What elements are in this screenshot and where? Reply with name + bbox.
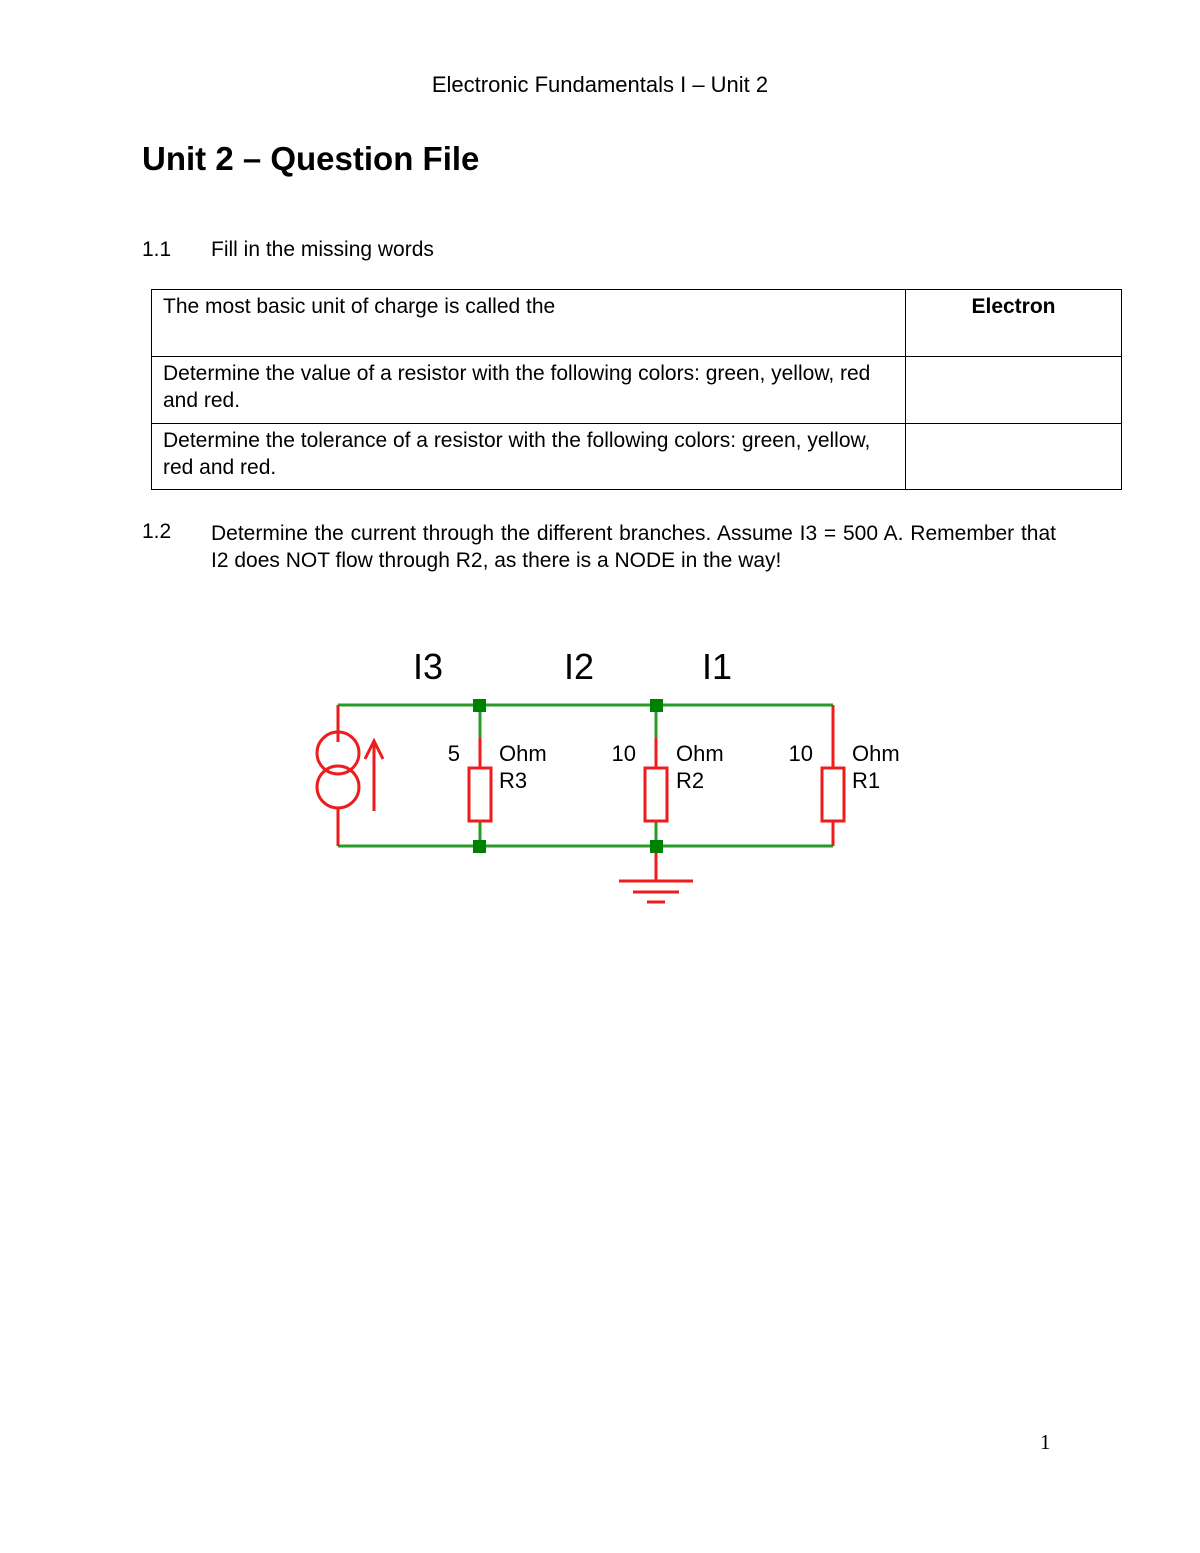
node-square [473,840,486,853]
resistor-name-r3: R3 [499,768,528,793]
page-number: 1 [1040,1430,1051,1454]
question-text: Determine the current through the different branches. Assume I3 = 500 A. Remember that I2 does NOT flow through R2, as there is a NODE in the way! [211,522,1056,572]
resistor-value-r1: 10 [788,741,813,766]
node-square [473,699,486,712]
resistor-r1-body [822,768,844,821]
resistor-value-r2: 10 [611,741,636,766]
table-answer-cell[interactable]: Electron [906,290,1122,357]
table-question-cell: The most basic unit of charge is called the [152,290,906,357]
current-source-lower-circle [317,766,359,808]
resistor-unit-r2: Ohm [676,741,724,766]
current-label-i2: I2 [563,646,595,687]
resistor-unit-r1: Ohm [852,741,900,766]
page-title: Unit 2 – Question File [142,140,480,177]
current-label-i1: I1 [701,646,733,687]
table-question-cell: Determine the tolerance of a resistor with the following colors: green, yellow, red and red. [152,424,906,490]
node-square [650,840,663,853]
resistor-value-r3: 5 [447,741,460,766]
resistor-r2-body [645,768,667,821]
table-question-cell: Determine the value of a resistor with the following colors: green, yellow, red and red. [152,357,906,424]
running-header: Electronic Fundamentals I – Unit 2 [431,72,769,97]
node-square [650,699,663,712]
question-number: 1.1 [142,238,172,261]
current-label-i3: I3 [412,646,444,687]
resistor-name-r1: R1 [852,768,881,793]
resistor-unit-r3: Ohm [499,741,547,766]
question-text: Fill in the missing words [211,238,434,261]
resistor-name-r2: R2 [676,768,705,793]
resistor-r3-body [469,768,491,821]
question-number: 1.2 [142,520,172,543]
